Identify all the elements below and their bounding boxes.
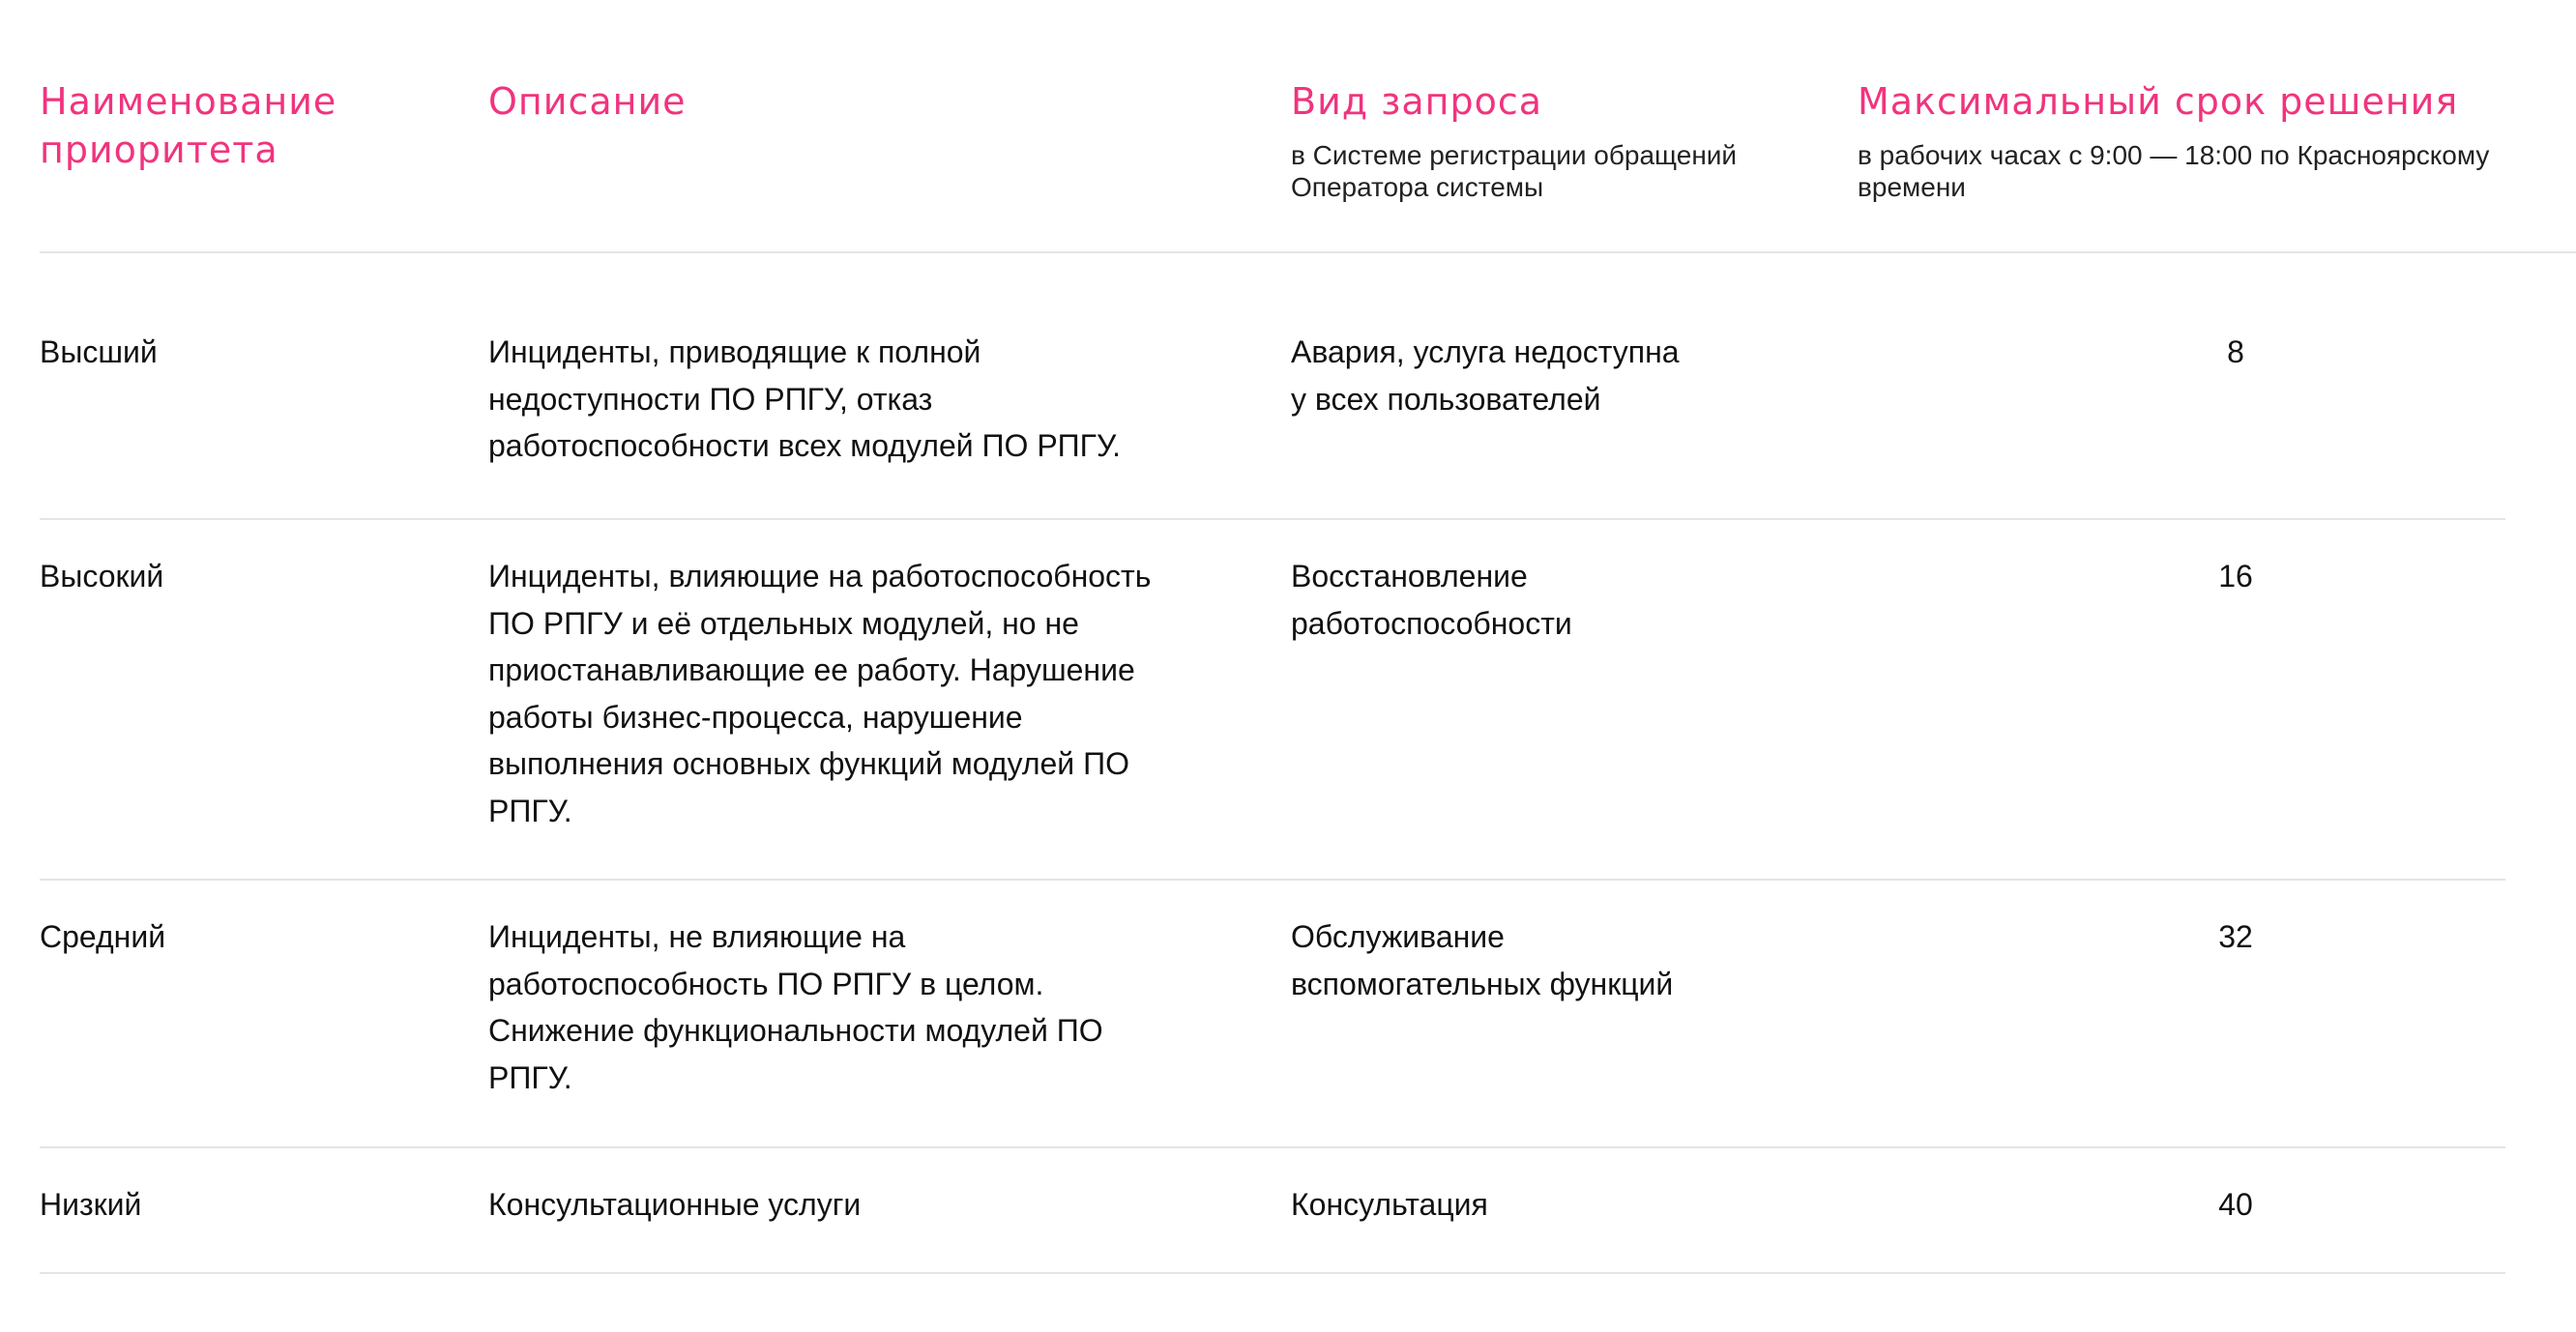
max-hours-cell: 40	[2218, 1187, 2253, 1222]
header-subtitle-line: времени	[1858, 172, 1966, 202]
description-cell	[488, 913, 1103, 1101]
request-type-line: вспомогательных функций	[1291, 966, 1674, 1001]
description-cell	[488, 1181, 861, 1229]
request-type-cell	[1291, 913, 1673, 1007]
header-max-time-subtitle	[1858, 139, 2489, 203]
description-line: РПГУ.	[488, 1059, 572, 1095]
header-description-title: Описание	[488, 80, 687, 123]
description-line: выполнения основных функций модулей ПО	[488, 746, 1129, 781]
table-row	[40, 881, 2505, 1148]
description-line: работоспособности всех модулей ПО РПГУ.	[488, 428, 1121, 463]
description-line: недоступности ПО РПГУ, отказ	[488, 381, 933, 417]
description-line: работоспособность ПО РПГУ в целом.	[488, 966, 1044, 1001]
description-line: ПО РПГУ и её отдельных модулей, но не	[488, 605, 1079, 641]
header-priority-name-title	[40, 77, 337, 174]
request-type-line: Обслуживание	[1291, 919, 1505, 954]
description-line: Снижение функциональности модулей ПО	[488, 1013, 1103, 1048]
header-request-type-title: Вид запроса	[1291, 80, 1543, 123]
header-subtitle-line: в Системе регистрации обращений	[1291, 140, 1738, 170]
description-line: работы бизнес-процесса, нарушение	[488, 699, 1023, 735]
description-line: РПГУ.	[488, 793, 572, 828]
description-cell	[488, 329, 1121, 470]
description-line: Инциденты, не влияющие на	[488, 919, 906, 954]
max-hours-cell: 8	[2227, 334, 2244, 369]
header-title-line: приоритета	[40, 129, 278, 171]
header-subtitle-line: в рабочих часах с 9:00 — 18:00 по Красноярскому	[1858, 140, 2490, 170]
priority-name-cell: Высший	[40, 334, 158, 369]
header-max-time-title: Максимальный срок решения	[1858, 80, 2459, 123]
request-type-line: Консультация	[1291, 1187, 1488, 1222]
request-type-cell	[1291, 1181, 1488, 1229]
request-type-cell	[1291, 553, 1572, 647]
table-row	[40, 1148, 2505, 1274]
header-title-line: Наименование	[40, 80, 337, 123]
request-type-line: у всех пользователей	[1291, 381, 1601, 417]
request-type-cell	[1291, 329, 1680, 422]
table-row	[40, 520, 2505, 881]
header-request-type	[1291, 77, 1737, 203]
request-type-line: работоспособности	[1291, 605, 1572, 641]
description-cell	[488, 553, 1151, 834]
description-line: приостанавливающие ее работу. Нарушение	[488, 652, 1135, 687]
description-line: Консультационные услуги	[488, 1187, 862, 1222]
header-description	[488, 77, 687, 126]
request-type-line: Восстановление	[1291, 559, 1528, 594]
description-line: Инциденты, приводящие к полной	[488, 334, 981, 369]
header-request-type-subtitle	[1291, 139, 1737, 203]
request-type-line: Авария, услуга недоступна	[1291, 334, 1680, 369]
max-hours-cell: 16	[2218, 559, 2253, 594]
header-priority-name	[40, 77, 337, 174]
description-line: Инциденты, влияющие на работоспособность	[488, 559, 1152, 594]
max-hours-cell: 32	[2218, 919, 2253, 954]
priority-name-cell: Высокий	[40, 559, 164, 594]
priority-table	[40, 0, 2576, 1332]
header-subtitle-line: Оператора системы	[1291, 172, 1544, 202]
table-row	[40, 253, 2505, 520]
header-max-time	[1858, 77, 2489, 203]
table-header	[40, 0, 2576, 253]
priority-name-cell: Средний	[40, 919, 166, 954]
priority-name-cell: Низкий	[40, 1187, 142, 1222]
